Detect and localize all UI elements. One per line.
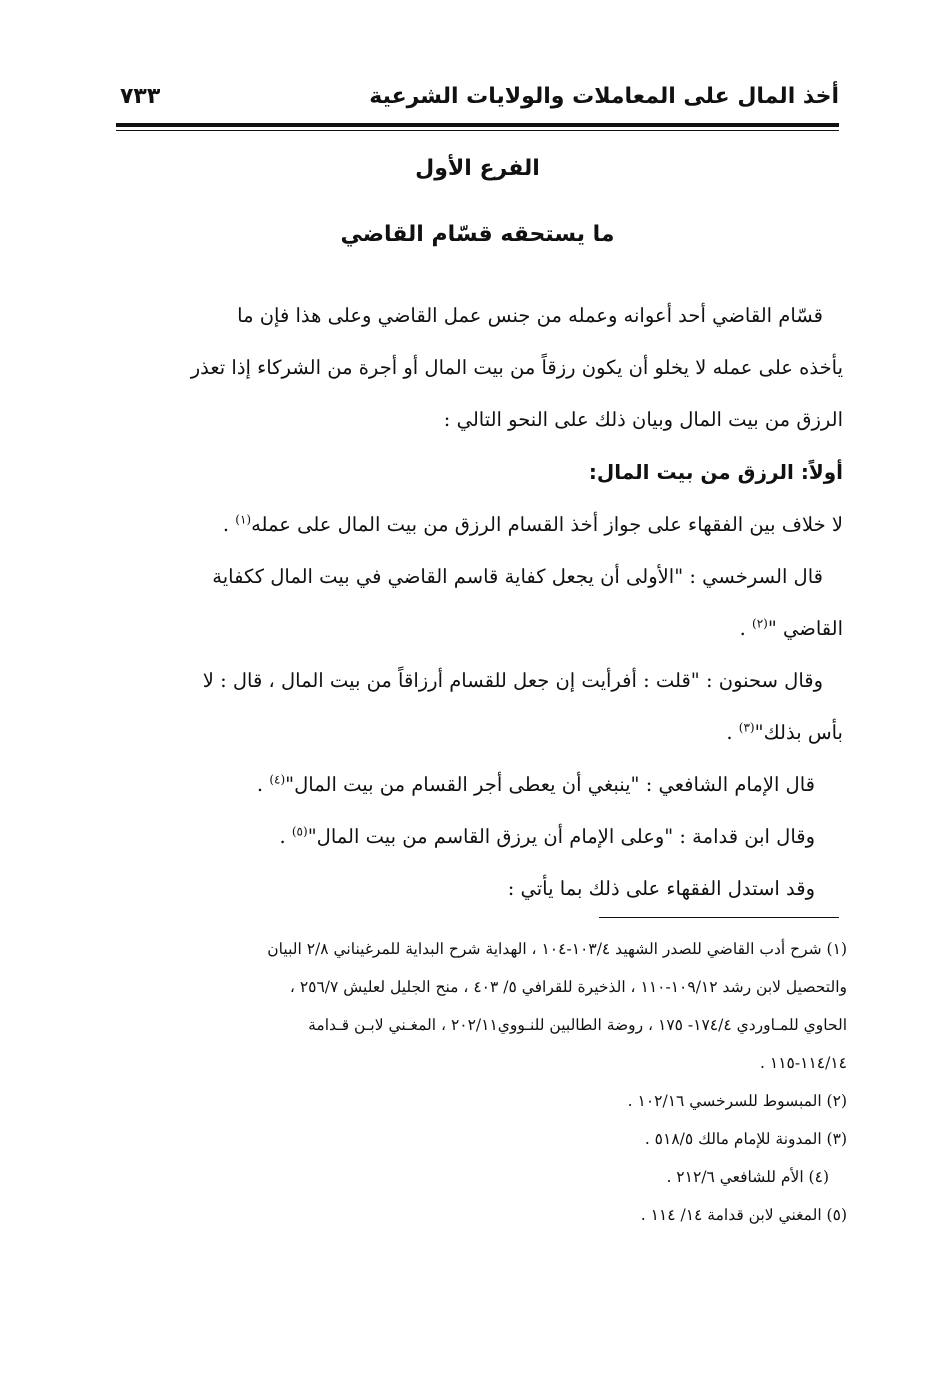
shafii-text: قال الإمام الشافعي : "ينبغي أن يعطى أجر القسام من بيت المال" [285,773,815,796]
no-dispute-text: لا خلاف بين الفقهاء على جواز أخذ القسام الرزق من بيت المال على عمله [251,513,843,536]
body-text [112,290,843,915]
section-subheading [112,446,843,499]
intro-line: الرزق من بيت المال وبيان ذلك على النحو التالي : [443,408,843,431]
sahnun-line-end: بأس بذلك" [754,721,843,744]
header-rule-thin [116,130,839,131]
footnote-line: والتحصيل لابن رشد ١٠٩/١٢-١١٠ ، الذخيرة للقرافي ٥/ ٤٠٣ ، منح الجليل لعليش ٢٥٦/٧ ، [289,978,847,996]
sahnun-quote [112,655,843,759]
footnote-ref: (٤) [269,772,286,787]
sarakhsi-line-end: القاضي " [767,617,843,640]
footnote-ref: (١) [235,512,252,527]
footnote-5 [112,1196,847,1234]
qudama-text: وقال ابن قدامة : "وعلى الإمام أن يرزق القاسم من بيت المال" [307,825,815,848]
footnote-line: (٣) المدونة للإمام مالك ٥١٨/٥ . [644,1130,847,1148]
sarakhsi-line: القاضي "$^{(٢)}$ . [739,616,843,640]
footnote-line: الحاوي للمـاوردي ١٧٤/٤- ١٧٥ ، روضة الطالبين للنـووي٢٠٢/١١ ، المغـني لابـن قـدامة [308,1016,847,1034]
footnotes [112,930,847,1234]
footnote-line: (٥) المغني لابن قدامة ١٤/ ١١٤ . [640,1206,847,1224]
footnote-1 [112,930,847,1082]
intro-paragraph [112,290,843,446]
intro-line: يأخذه على عمله لا يخلو أن يكون رزقاً من بيت المال أو أجرة من الشركاء إذا تعذر [190,356,843,379]
page-number: ٧٣٣ [120,84,161,109]
running-header [116,84,839,120]
sahnun-line: بأس بذلك"$^{(٣)}$ . [726,720,843,744]
subheading-text: أولاً: الرزق من بيت المال: [588,460,843,484]
footnote-separator [599,917,839,918]
sarakhsi-line: قال السرخسي : "الأولى أن يجعل كفاية قاسم القاضي في بيت المال ككفاية [212,565,823,588]
footnote-ref: (٢) [752,616,768,631]
intro-line: قسّام القاضي أحد أعوانه وعمله من جنس عمل القاضي وعلى هذا فإن ما [237,304,823,327]
header-rule [116,123,839,127]
no-dispute-paragraph: لا خلاف بين الفقهاء على جواز أخذ القسام الرزق من بيت المال على عمله$^{(١)}$ . [222,512,843,536]
footnote-2 [112,1082,847,1120]
header-title: أخذ المال على المعاملات والولايات الشرعية [369,84,839,109]
qudama-quote: وقال ابن قدامة : "وعلى الإمام أن يرزق القاسم من بيت المال"$^{(٥)}$ . [279,824,815,848]
footnote-line: (٢) المبسوط للسرخسي ١٠٢/١٦ . [627,1092,847,1110]
topic-heading: ما يستحقه قسّام القاضي [340,222,615,247]
evidence-intro [112,863,843,915]
branch-heading: الفرع الأول [415,156,540,181]
sarakhsi-quote [112,551,843,655]
footnote-line: (١) شرح أدب القاضي للصدر الشهيد ١٠٣/٤-١٠٤ ، الهداية شرح البداية للمرغيناني ٢/٨ البيان [267,940,847,958]
footnote-ref: (٣) [738,720,755,735]
footnote-line: ١١٤/١٤-١١٥ . [760,1054,847,1072]
shafii-quote: قال الإمام الشافعي : "ينبغي أن يعطى أجر القسام من بيت المال"$^{(٤)}$ . [256,772,815,796]
sahnun-line: وقال سحنون : "قلت : أفرأيت إن جعل للقسام أرزاقاً من بيت المال ، قال : لا [202,669,823,692]
footnote-line: (٤) الأم للشافعي ٢١٢/٦ . [666,1168,829,1186]
footnote-ref: (٥) [291,824,308,839]
footnote-3 [112,1120,847,1158]
evidence-text: وقد استدل الفقهاء على ذلك بما يأتي : [507,877,815,900]
footnote-4 [112,1158,847,1196]
